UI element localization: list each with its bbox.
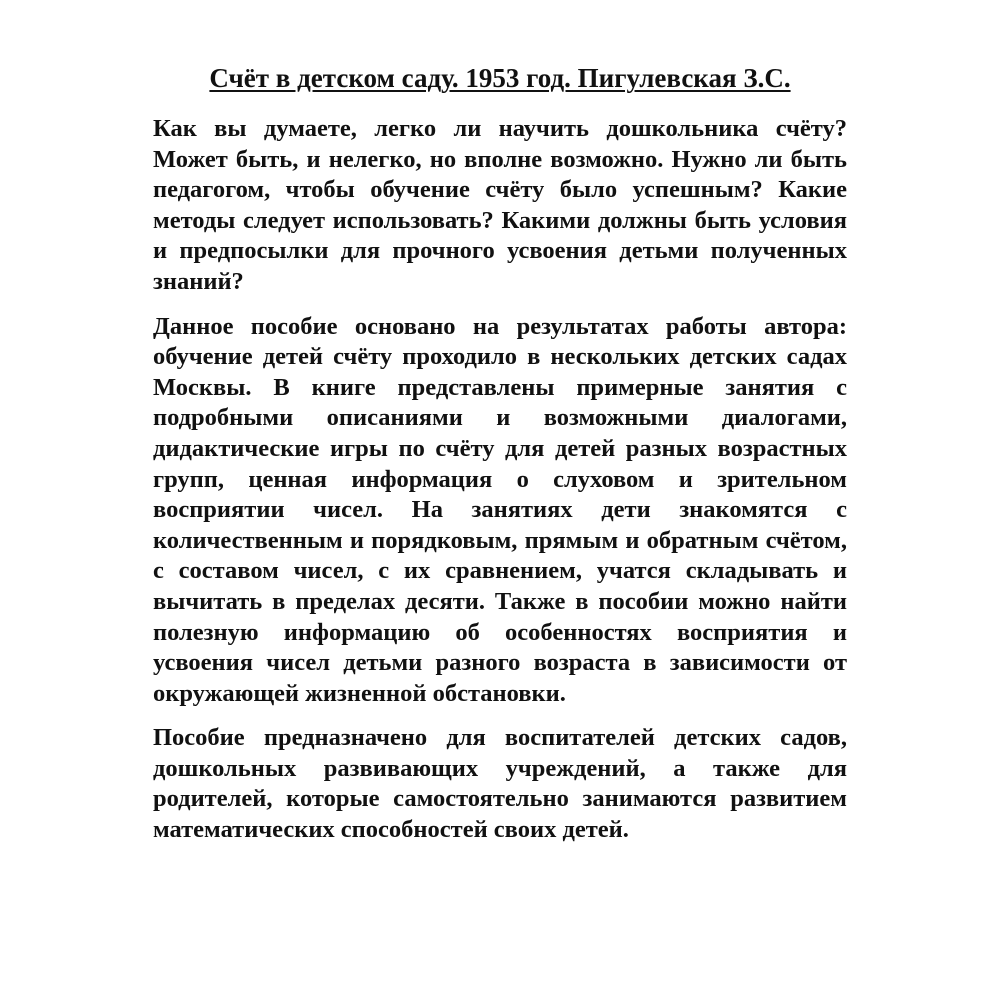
document-body [153,114,847,860]
paragraph-intro: Как вы думаете, легко ли научить дошкольника счёту? Может быть, и нелегко, но вполне возможно. Нужно ли быть педагогом, чтобы обучение счёту было успешным? Какие методы следует использовать? Какими должны быть условия и предпосылки для прочного усвоения детьми полученных знаний? [153,115,847,295]
document-title-text: Счёт в детском саду. 1953 год. Пигулевская З.С. [209,63,791,93]
paragraph-audience: Пособие предназначено для воспитателей детских садов, дошкольных развивающих учреждений, а также для родителей, которые самостоятельно занимаются развитием математических способностей своих детей. [153,724,847,844]
paragraph-description: Данное пособие основано на результатах работы автора: обучение детей счёту проходило в нескольких детских садах Москвы. В книге представлены примерные занятия с подробными описаниями и возможными диалогами, дидактические игры по счёту для детей разных возрастных групп, ценная информация о слуховом и зрительном восприятии чисел. На занятиях дети знакомятся с количественным и порядковым, прямым и обратным счётом, с составом чисел, с их сравнением, учатся складывать и вычитать в пределах десяти. Также в пособии можно найти полезную информацию об особенностях восприятия и усвоения чисел детьми разного возраста в зависимости от окружающей жизненной обстановки. [153,312,847,707]
document-title [100,60,900,96]
